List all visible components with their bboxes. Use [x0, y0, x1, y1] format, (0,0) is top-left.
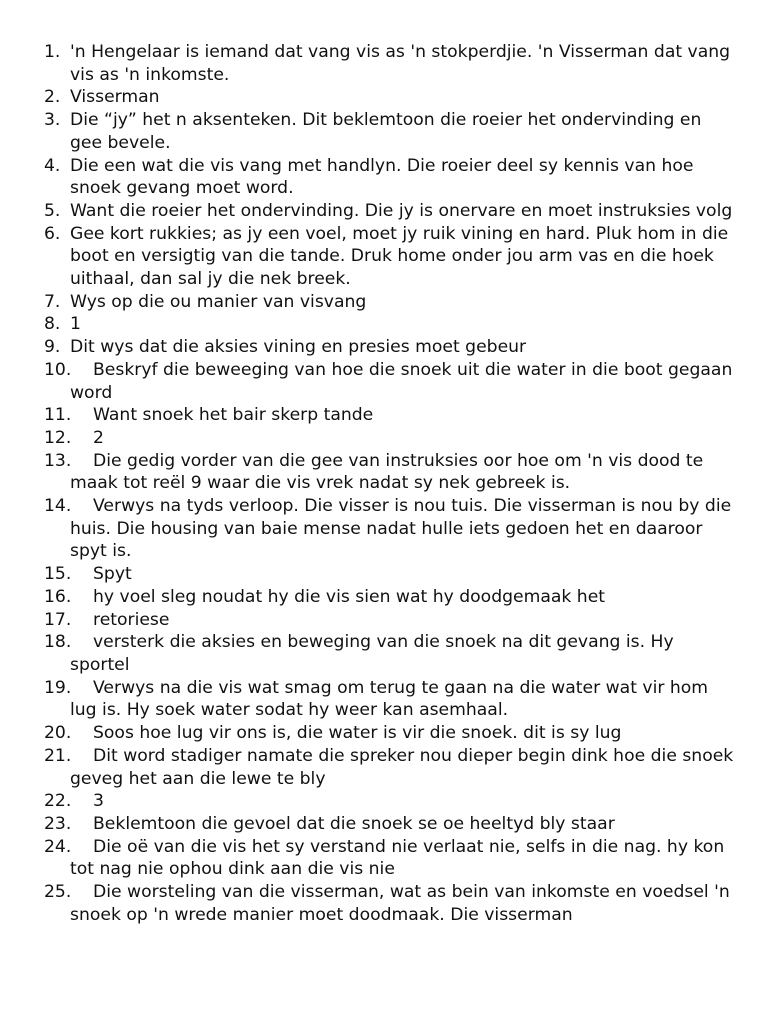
item-text: 3	[93, 791, 104, 812]
list-item	[44, 450, 734, 495]
item-text: hy voel sleg noudat hy die vis sien wat hy doodgemaak het	[93, 586, 606, 607]
item-number: 7.	[44, 291, 61, 312]
item-text: Visserman	[70, 87, 160, 108]
list-item	[44, 790, 734, 813]
list-item	[44, 631, 734, 676]
item-text: Want die roeier het ondervinding. Die jy is onervare en moet instruksies volg	[70, 200, 733, 221]
item-number: 19.	[44, 677, 72, 698]
item-number: 18.	[44, 632, 72, 653]
answer-list	[44, 41, 734, 926]
item-number: 12.	[44, 427, 72, 448]
item-text: Soos hoe lug vir ons is, die water is vir die snoek. dit is sy lug	[93, 723, 622, 744]
list-item	[44, 41, 734, 86]
item-text: Dit word stadiger namate die spreker nou dieper begin dink hoe die snoek geveg het aan die lewe te bly	[70, 745, 734, 789]
list-item	[44, 223, 734, 291]
item-text: Verwys na die vis wat smag om terug te gaan na die water wat vir hom lug is. Hy soek water sodat hy weer kan asemhaal.	[70, 677, 709, 721]
list-item	[44, 722, 734, 745]
list-item	[44, 155, 734, 200]
item-text: Verwys na tyds verloop. Die visser is nou tuis. Die visserman is nou by die huis. Die housing van baie mense nadat hulle iets gedoen het en daaroor spyt is.	[70, 496, 732, 562]
item-text: Die “jy” het n aksenteken. Dit beklemtoon die roeier het ondervinding en gee bevele.	[70, 110, 702, 153]
item-number: 13.	[44, 450, 72, 471]
list-item	[44, 109, 734, 154]
list-item	[44, 404, 734, 427]
item-text: Wys op die ou manier van visvang	[70, 291, 367, 312]
list-item	[44, 495, 734, 563]
list-item	[44, 813, 734, 836]
item-text: versterk die aksies en beweging van die snoek na dit gevang is. Hy sportel	[70, 632, 674, 675]
list-item	[44, 336, 734, 359]
list-item	[44, 745, 734, 790]
item-text: Die oë van die vis het sy verstand nie verlaat nie, selfs in die nag. hy kon tot nag nie ophou dink aan die vis nie	[70, 836, 725, 880]
item-number: 1.	[44, 42, 61, 62]
list-item	[44, 609, 734, 632]
item-text: 2	[93, 427, 104, 448]
list-item	[44, 836, 734, 881]
item-text: Beskryf die beweeging van hoe die snoek uit die water in die boot gegaan word	[70, 359, 733, 403]
item-text: Dit wys dat die aksies vining en presies moet gebeur	[70, 337, 527, 358]
list-item	[44, 200, 734, 223]
item-text: Spyt	[93, 564, 132, 585]
list-item	[44, 313, 734, 336]
list-item	[44, 427, 734, 450]
item-number: 20.	[44, 723, 72, 744]
item-text: Beklemtoon die gevoel dat die snoek se oe heeltyd bly staar	[93, 813, 615, 834]
item-text: retoriese	[93, 609, 170, 630]
item-number: 11.	[44, 405, 72, 426]
item-number: 3.	[44, 110, 61, 131]
item-number: 24.	[44, 836, 72, 857]
item-number: 23.	[44, 813, 72, 834]
item-text: Want snoek het bair skerp tande	[93, 405, 374, 426]
item-number: 9.	[44, 337, 61, 358]
item-number: 10.	[44, 359, 72, 380]
item-number: 6.	[44, 223, 61, 244]
list-item	[44, 359, 734, 404]
item-text: Die een wat die vis vang met handlyn. Die roeier deel sy kennis van hoe snoek gevang moet word.	[70, 155, 694, 199]
item-number: 17.	[44, 609, 72, 630]
list-item	[44, 881, 734, 926]
item-number: 16.	[44, 586, 72, 607]
list-item	[44, 291, 734, 314]
item-number: 25.	[44, 882, 72, 903]
item-number: 4.	[44, 155, 61, 176]
list-item	[44, 86, 734, 109]
list-item	[44, 677, 734, 722]
item-text: Die worsteling van die visserman, wat as bein van inkomste en voedsel 'n snoek op 'n wrede manier moet doodmaak. Die visserman	[70, 882, 730, 925]
item-number: 15.	[44, 564, 72, 585]
item-text: 1	[70, 314, 81, 335]
item-text: Die gedig vorder van die gee van instruksies oor hoe om 'n vis dood te maak tot reël 9 waar die vis vrek nadat sy nek gebreek is.	[70, 450, 704, 494]
item-number: 14.	[44, 496, 72, 517]
item-number: 22.	[44, 791, 72, 812]
item-number: 8.	[44, 314, 61, 335]
item-number: 21.	[44, 745, 72, 766]
item-text: 'n Hengelaar is iemand dat vang vis as 'n stokperdjie. 'n Visserman dat vang vis as 'n inkomste.	[70, 42, 731, 85]
list-item	[44, 563, 734, 586]
item-number: 2.	[44, 87, 61, 108]
item-text: Gee kort rukkies; as jy een voel, moet jy ruik vining en hard. Pluk hom in die boot en versigtig van die tande. Druk home onder jou arm vas en die hoek uithaal, dan sal jy die nek breek.	[70, 223, 729, 290]
item-number: 5.	[44, 200, 61, 221]
list-item	[44, 586, 734, 609]
